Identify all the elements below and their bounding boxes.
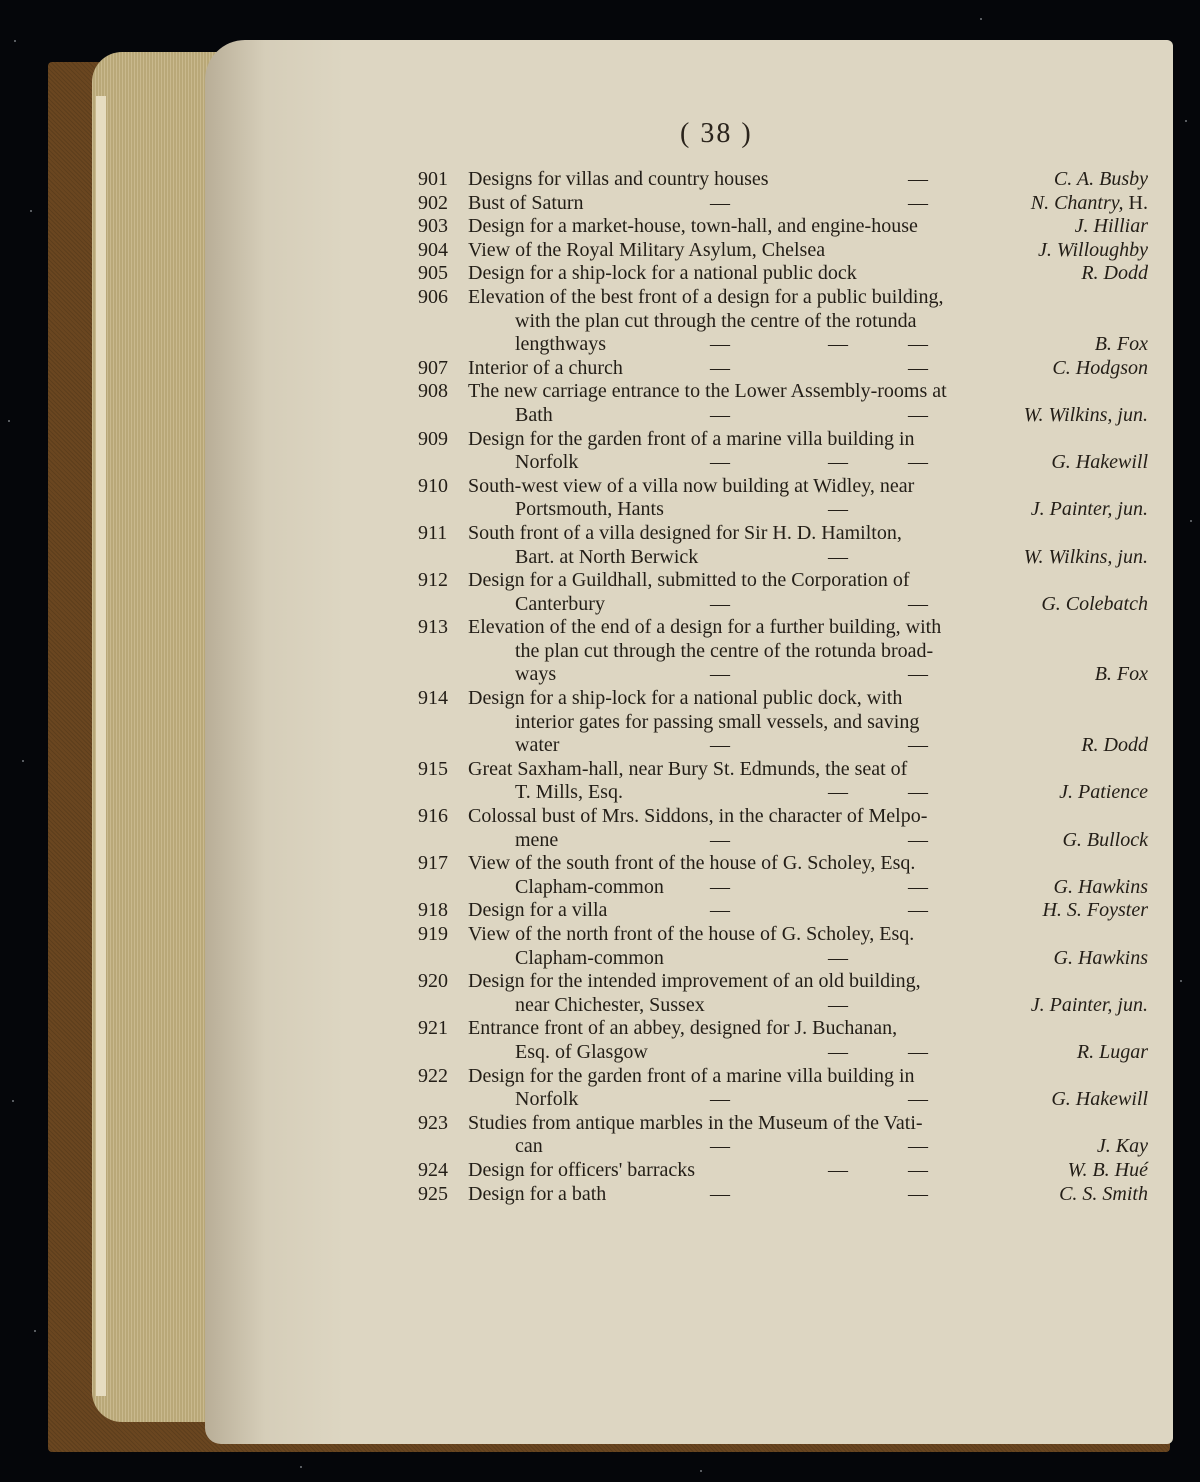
artist-name: H. S. Foyster	[1042, 899, 1148, 922]
entry-artist	[1051, 451, 1148, 475]
entry-title: Great Saxham-hall, near Bury St. Edmunds, the seat of	[468, 757, 908, 780]
entry-artist	[1052, 357, 1148, 381]
artist-name: G. Hakewill	[1051, 1088, 1148, 1111]
artist-name: G. Hawkins	[1053, 875, 1148, 898]
entry-line	[418, 546, 1148, 570]
catalogue-entry	[418, 899, 1148, 923]
leader-dash: —	[710, 734, 730, 757]
leader-dash: —	[908, 356, 928, 379]
leader-dash: —	[710, 1088, 730, 1111]
entry-number: 924	[418, 1158, 448, 1181]
entry-line	[418, 569, 1148, 593]
entry-title-continued: Esq. of Glasgow	[515, 1040, 648, 1063]
entry-line	[418, 1088, 1148, 1112]
entry-line	[418, 1135, 1148, 1159]
entry-line	[418, 781, 1148, 805]
leader-dash: —	[908, 191, 928, 214]
entry-line	[418, 805, 1148, 829]
entry-title: Design for a villa	[468, 899, 608, 922]
catalogue-entry	[418, 239, 1148, 263]
entry-number: 907	[418, 356, 448, 379]
catalogue-entry	[418, 1183, 1148, 1207]
entry-title: Design for the garden front of a marine villa building in	[468, 1064, 915, 1087]
entry-title-continued: mene	[515, 828, 559, 851]
leader-dash: —	[908, 734, 928, 757]
entry-number: 921	[418, 1017, 448, 1040]
catalogue-entry	[418, 428, 1148, 475]
entry-number: 901	[418, 168, 448, 190]
catalogue-entry	[418, 616, 1148, 687]
entry-line	[418, 947, 1148, 971]
catalogue-entry	[418, 1017, 1148, 1064]
entry-artist	[1038, 239, 1148, 263]
leader-dash: —	[828, 333, 848, 356]
leader-dash: —	[828, 781, 848, 804]
entry-artist	[1041, 593, 1148, 617]
entry-title: Design for officers' barracks	[468, 1158, 696, 1181]
entry-title-continued: ways	[515, 663, 557, 686]
entry-number: 917	[418, 852, 448, 875]
entry-artist	[1054, 947, 1148, 971]
entry-title: Bust of Saturn	[468, 191, 584, 214]
entry-title: View of the south front of the house of G. Scholey, Esq.	[468, 852, 916, 875]
artist-name: J. Patience	[1059, 781, 1148, 804]
artist-name: B. Fox	[1094, 663, 1148, 686]
entry-line	[418, 640, 1148, 664]
leader-dash: —	[710, 875, 730, 898]
entry-title-continued: Canterbury	[515, 592, 605, 615]
entry-line	[418, 923, 1148, 947]
leader-dash: —	[710, 663, 730, 686]
entry-number: 908	[418, 380, 448, 403]
catalogue-entry	[418, 758, 1148, 805]
leader-dash: —	[710, 899, 730, 922]
entry-title: View of the north front of the house of G. Scholey, Esq.	[468, 923, 915, 945]
entry-line	[418, 687, 1148, 711]
entry-artist	[1062, 829, 1148, 853]
entry-artist	[1054, 876, 1148, 900]
entry-title: Design for a bath	[468, 1182, 607, 1205]
entry-artist	[1095, 663, 1148, 687]
entry-line	[418, 428, 1148, 452]
catalogue-entries	[418, 168, 1148, 1206]
entry-title: Interior of a church	[468, 356, 623, 379]
entry-line	[418, 711, 1148, 735]
entry-line	[418, 616, 1148, 640]
entry-line	[418, 1112, 1148, 1136]
entry-title: Designs for villas and country houses	[468, 168, 769, 190]
entry-title-continued: Norfolk	[515, 451, 579, 474]
artist-name: J. Kay	[1096, 1135, 1148, 1158]
artist-name: G. Hawkins	[1053, 946, 1148, 969]
entry-artist	[1075, 215, 1148, 239]
entry-line	[418, 262, 1148, 286]
artist-name: J. Hilliar	[1074, 215, 1148, 238]
catalogue-entry	[418, 923, 1148, 970]
entry-number: 914	[418, 687, 448, 710]
catalogue-entry	[418, 475, 1148, 522]
entry-title-continued: water	[515, 734, 560, 757]
entry-artist	[1054, 168, 1148, 192]
artist-name: C. S. Smith	[1059, 1182, 1148, 1205]
entry-title-continued: can	[515, 1135, 543, 1158]
leader-dash: —	[828, 946, 848, 969]
artist-suffix: H.	[1128, 191, 1148, 214]
artist-name: J. Willoughby	[1038, 238, 1148, 261]
entry-title-continued: near Chichester, Sussex	[515, 993, 705, 1016]
entry-title: Elevation of the best front of a design for a public building,	[468, 285, 944, 308]
entry-title: South-west view of a villa now building at Widley, near	[468, 474, 915, 497]
entry-line	[418, 192, 1148, 216]
leader-dash: —	[908, 663, 928, 686]
leader-dash: —	[908, 1088, 928, 1111]
leader-dash: —	[908, 781, 928, 804]
artist-name: B. Fox	[1094, 333, 1148, 356]
artist-name: W. B. Hué	[1067, 1158, 1148, 1181]
entry-line	[418, 215, 1148, 239]
leader-dash: —	[908, 1182, 928, 1205]
leader-dash: —	[828, 545, 848, 568]
entry-line	[418, 498, 1148, 522]
entry-artist	[1059, 1183, 1148, 1207]
entry-line	[418, 404, 1148, 428]
leader-dash: —	[908, 875, 928, 898]
entry-artist	[1051, 1088, 1148, 1112]
entry-artist	[1081, 734, 1148, 758]
entry-title-continued: the plan cut through the centre of the rotunda broad-	[515, 639, 934, 662]
catalogue-entry	[418, 569, 1148, 616]
catalogue-entry	[418, 215, 1148, 239]
entry-title-continued: interior gates for passing small vessels, and saving	[515, 710, 920, 733]
catalogue-entry	[418, 970, 1148, 1017]
entry-number: 913	[418, 616, 448, 639]
entry-title-continued: Bath	[515, 403, 553, 426]
entry-line	[418, 310, 1148, 334]
artist-name: G. Hakewill	[1051, 451, 1148, 474]
catalogue-entry	[418, 1065, 1148, 1112]
entry-line	[418, 522, 1148, 546]
catalogue-entry	[418, 805, 1148, 852]
entry-artist	[1095, 333, 1148, 357]
entry-title: Design for a ship-lock for a national public dock	[468, 262, 857, 285]
entry-artist	[1068, 1159, 1148, 1183]
leader-dash: —	[908, 899, 928, 922]
leader-dash: —	[908, 333, 928, 356]
catalogue-entry	[418, 286, 1148, 357]
artist-name: W. Wilkins, jun.	[1023, 545, 1148, 568]
leader-dash: —	[710, 828, 730, 851]
entry-line	[418, 451, 1148, 475]
entry-line	[418, 357, 1148, 381]
entry-number: 925	[418, 1182, 448, 1205]
entry-artist	[1031, 498, 1148, 522]
entry-line	[418, 239, 1148, 263]
entry-number: 910	[418, 474, 448, 497]
entry-artist	[1077, 1041, 1148, 1065]
entry-title-continued: Clapham-common	[515, 875, 664, 898]
leader-dash: —	[828, 451, 848, 474]
entry-line	[418, 1065, 1148, 1089]
leader-dash: —	[710, 1182, 730, 1205]
entry-line	[418, 876, 1148, 900]
catalogue-entry	[418, 687, 1148, 758]
artist-name: R. Dodd	[1081, 262, 1148, 285]
artist-name: R. Lugar	[1076, 1040, 1148, 1063]
entry-artist	[1097, 1135, 1148, 1159]
entry-number: 918	[418, 899, 448, 922]
leader-dash: —	[908, 1135, 928, 1158]
leader-dash: —	[908, 451, 928, 474]
entry-line	[418, 380, 1148, 404]
entry-line	[418, 1041, 1148, 1065]
entry-number: 919	[418, 923, 448, 945]
leader-dash: —	[908, 1158, 928, 1181]
page-number: ( 38 )	[680, 118, 753, 149]
entry-title-continued: lengthways	[515, 333, 607, 356]
entry-line	[418, 734, 1148, 758]
entry-title: Design for a Guildhall, submitted to the Corporation of	[468, 569, 910, 592]
artist-name: C. Hodgson	[1052, 356, 1148, 379]
entry-artist	[1031, 192, 1148, 216]
entry-line	[418, 994, 1148, 1018]
catalogue-entry	[418, 168, 1148, 192]
entry-artist	[1059, 781, 1148, 805]
entry-title: Studies from antique marbles in the Museum of the Vati-	[468, 1111, 923, 1134]
entry-line	[418, 1017, 1148, 1041]
catalogue-entry	[418, 262, 1148, 286]
entry-title: Colossal bust of Mrs. Siddons, in the character of Melpo-	[468, 805, 928, 828]
entry-title: Design for the garden front of a marine villa building in	[468, 427, 915, 450]
entry-title: South front of a villa designed for Sir H. D. Hamilton,	[468, 521, 902, 544]
entry-line	[418, 663, 1148, 687]
artist-name: J. Painter, jun.	[1030, 993, 1148, 1016]
catalogue-entry	[418, 852, 1148, 899]
leader-dash: —	[710, 592, 730, 615]
catalogue-entry	[418, 1112, 1148, 1159]
entry-line	[418, 758, 1148, 782]
leader-dash: —	[710, 403, 730, 426]
leader-dash: —	[828, 1040, 848, 1063]
catalogue-entry	[418, 522, 1148, 569]
catalogue-entry	[418, 357, 1148, 381]
artist-name: J. Painter, jun.	[1030, 498, 1148, 521]
entry-line	[418, 970, 1148, 994]
entry-artist	[1024, 546, 1148, 570]
leader-dash: —	[908, 828, 928, 851]
catalogue-entry	[418, 1159, 1148, 1183]
entry-title-continued: Bart. at North Berwick	[515, 545, 699, 568]
artist-name: G. Bullock	[1062, 828, 1148, 851]
entry-artist	[1024, 404, 1148, 428]
leader-dash: —	[908, 592, 928, 615]
leader-dash: —	[908, 1040, 928, 1063]
catalogue-entry	[418, 380, 1148, 427]
page-fore-edge	[96, 96, 106, 1396]
entry-number: 916	[418, 805, 448, 828]
entry-line	[418, 1183, 1148, 1207]
entry-number: 911	[418, 521, 448, 544]
artist-name: C. A. Busby	[1053, 168, 1148, 190]
entry-title: Design for a market-house, town-hall, and engine-house	[468, 215, 918, 238]
entry-title: The new carriage entrance to the Lower Assembly-rooms at	[468, 380, 947, 403]
catalogue-entry	[418, 192, 1148, 216]
entry-artist	[1081, 262, 1148, 286]
entry-line	[418, 593, 1148, 617]
entry-title: View of the Royal Military Asylum, Chelsea	[468, 238, 826, 261]
artist-name: R. Dodd	[1081, 734, 1148, 757]
entry-number: 922	[418, 1064, 448, 1087]
leader-dash: —	[710, 191, 730, 214]
entry-title: Design for the intended improvement of an old building,	[468, 970, 921, 993]
entry-title: Elevation of the end of a design for a further building, with	[468, 616, 942, 639]
leader-dash: —	[908, 168, 928, 190]
entry-number: 903	[418, 215, 448, 238]
leader-dash: —	[710, 356, 730, 379]
entry-line	[418, 852, 1148, 876]
entry-line	[418, 168, 1148, 192]
entry-artist	[1031, 994, 1148, 1018]
entry-line	[418, 286, 1148, 310]
leader-dash: —	[828, 498, 848, 521]
entry-number: 920	[418, 970, 448, 993]
leader-dash: —	[828, 1158, 848, 1181]
artist-name: W. Wilkins, jun.	[1023, 403, 1148, 426]
entry-line	[418, 899, 1148, 923]
entry-number: 902	[418, 191, 448, 214]
entry-number: 904	[418, 238, 448, 261]
entry-artist	[1042, 899, 1148, 923]
entry-title-continued: T. Mills, Esq.	[515, 781, 623, 804]
entry-line	[418, 829, 1148, 853]
entry-title-continued: with the plan cut through the centre of the rotunda	[515, 309, 917, 332]
entry-number: 906	[418, 285, 448, 308]
entry-number: 909	[418, 427, 448, 450]
entry-line	[418, 475, 1148, 499]
entry-number: 915	[418, 757, 448, 780]
entry-line	[418, 333, 1148, 357]
entry-title-continued: Norfolk	[515, 1088, 579, 1111]
leader-dash: —	[828, 993, 848, 1016]
entry-number: 905	[418, 262, 448, 285]
artist-name: N. Chantry,	[1030, 191, 1124, 214]
leader-dash: —	[710, 333, 730, 356]
entry-title-continued: Portsmouth, Hants	[515, 498, 664, 521]
entry-number: 912	[418, 569, 448, 592]
artist-name: G. Colebatch	[1041, 592, 1148, 615]
entry-number: 923	[418, 1111, 448, 1134]
entry-line	[418, 1159, 1148, 1183]
leader-dash: —	[710, 1135, 730, 1158]
leader-dash: —	[908, 403, 928, 426]
entry-title: Entrance front of an abbey, designed for J. Buchanan,	[468, 1017, 898, 1040]
entry-title-continued: Clapham-common	[515, 946, 664, 969]
leader-dash: —	[710, 451, 730, 474]
entry-title: Design for a ship-lock for a national public dock, with	[468, 687, 903, 710]
